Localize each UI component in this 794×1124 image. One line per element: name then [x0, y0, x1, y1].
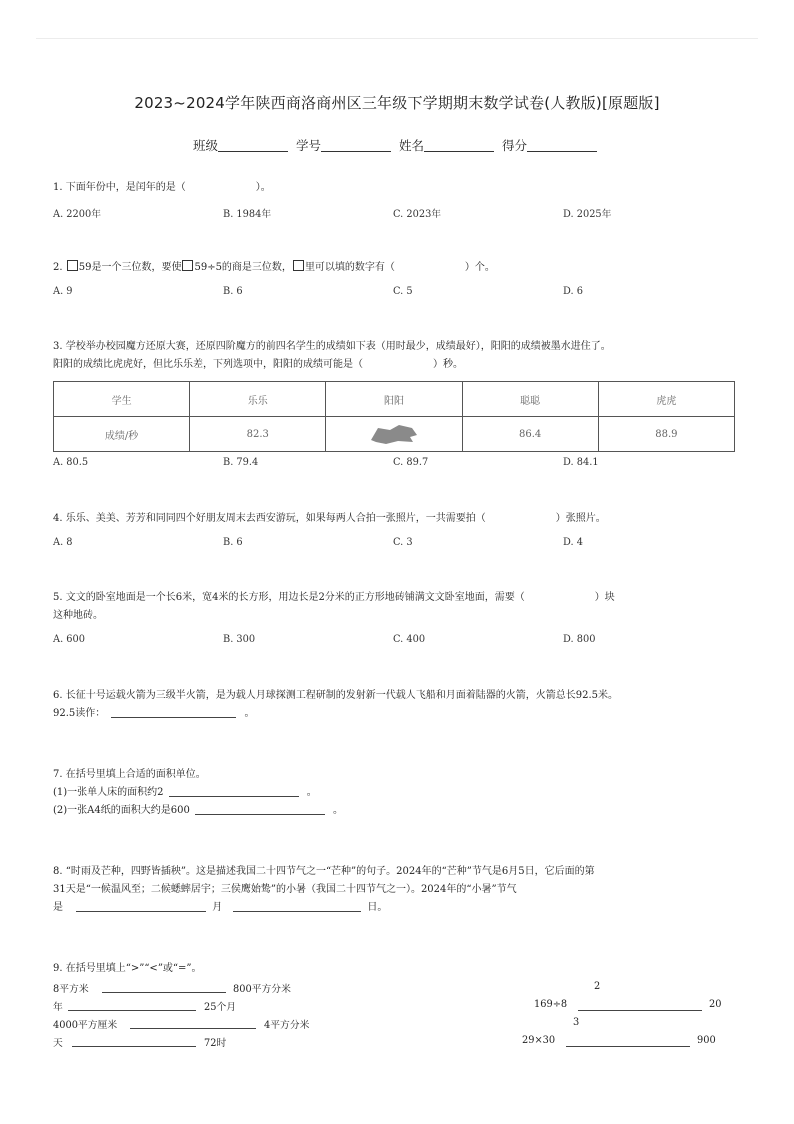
- q9-superscript-2: 3: [573, 1017, 580, 1028]
- q9-item-3-left: 169÷8: [534, 999, 568, 1010]
- score-label: 得分: [501, 138, 527, 153]
- ink-blot-icon: [368, 423, 420, 445]
- q7-part-2-end: 。: [333, 805, 344, 816]
- q2-number: 2.: [53, 262, 66, 273]
- question-9: 9. 在括号里填上“>”“<”或“=”。: [53, 963, 202, 974]
- top-divider: [36, 38, 758, 39]
- q3-option-d[interactable]: D. 84.1: [563, 457, 599, 468]
- q2-text-b: 59÷5的商是三位数，: [194, 262, 292, 273]
- box-icon: [182, 260, 193, 271]
- q7-part-2-text: (2)一张A4纸的面积大约是600: [53, 805, 190, 816]
- q1-option-b[interactable]: B. 1984年: [223, 209, 272, 220]
- q8-text-b: 月: [212, 902, 223, 913]
- class-blank[interactable]: [218, 139, 288, 152]
- q6-end: 。: [244, 708, 255, 719]
- table-header-cell: 虎虎: [598, 382, 734, 417]
- table-cell: 成绩/秒: [54, 417, 190, 452]
- q9-item-2-blank[interactable]: [68, 1000, 196, 1011]
- q7-part-1-blank[interactable]: [169, 786, 299, 797]
- q1-option-a[interactable]: A. 2200年: [53, 209, 102, 220]
- q9-item-6-left: 29×30: [522, 1035, 556, 1046]
- q2-option-d[interactable]: D. 6: [563, 286, 583, 297]
- q7-part-2-blank[interactable]: [195, 804, 325, 815]
- q3-option-c[interactable]: C. 89.7: [393, 457, 429, 468]
- q9-item-1-right: 800平方分米: [233, 984, 291, 995]
- q9-item-3-blank[interactable]: [578, 1000, 702, 1011]
- q4-option-a[interactable]: A. 8: [53, 537, 73, 548]
- question-3-line-2: 阳阳的成绩比虎虎好，但比乐乐差，下列选项中，阳阳的成绩可能是（ ）秒。: [53, 359, 463, 370]
- q2-text-c: 里可以填的数字有（ ）个。: [304, 262, 495, 273]
- q9-superscript-1: 2: [594, 981, 601, 992]
- q9-item-4-left: 4000平方厘米: [53, 1020, 118, 1031]
- question-5-line-2: 这种地砖。: [53, 610, 103, 621]
- table-row: [54, 417, 735, 452]
- question-2: [53, 258, 495, 277]
- question-8-line-1: 8. “时雨及芒种，四野皆插秧”。这是描述我国二十四节气之一“芒种”的句子。2024年的“芒种”节气是6月5日，它后面的第: [53, 866, 595, 877]
- student-info-line: [0, 136, 794, 154]
- q9-item-6-right: 900: [697, 1035, 716, 1046]
- table-header-cell: 阳阳: [326, 382, 462, 417]
- q1-option-d[interactable]: D. 2025年: [563, 209, 612, 220]
- q9-item-1-blank[interactable]: [102, 982, 226, 993]
- q9-item-1-left: 8平方米: [53, 984, 89, 995]
- q9-item-5-right: 72时: [204, 1038, 227, 1049]
- table-header-cell: 学生: [54, 382, 190, 417]
- q9-item-2-right: 25个月: [204, 1002, 237, 1013]
- q9-item-6-blank[interactable]: [566, 1036, 690, 1047]
- question-7-part-1: [53, 783, 317, 802]
- q8-month-blank[interactable]: [76, 901, 206, 912]
- table-cell: 86.4: [462, 417, 598, 452]
- question-1: 1. 下面年份中，是闰年的是（ ）。: [53, 182, 271, 193]
- table-cell: 82.3: [190, 417, 326, 452]
- name-label: 姓名: [398, 138, 424, 153]
- question-4: 4. 乐乐、美美、芳芳和同同四个好朋友周末去西安游玩，如果每两人合拍一张照片，一共需要拍（ ）张照片。: [53, 513, 606, 524]
- question-6-line-1: 6. 长征十号运载火箭为三级半火箭，是为载人月球探测工程研制的发射新一代载人飞船和月面着陆器的火箭，火箭总长92.5米。: [53, 690, 618, 701]
- page-title: 2023~2024学年陕西商洛商州区三年级下学期期末数学试卷(人教版)[原题版]: [134, 94, 660, 112]
- q6-answer-blank[interactable]: [111, 707, 236, 718]
- q9-item-4-blank[interactable]: [130, 1018, 256, 1029]
- scores-table: [53, 381, 735, 452]
- q4-option-c[interactable]: C. 3: [393, 537, 413, 548]
- q3-option-b[interactable]: B. 79.4: [223, 457, 259, 468]
- class-label: 班级: [192, 138, 218, 153]
- table-header-cell: 聪聪: [462, 382, 598, 417]
- number-label: 学号: [295, 138, 321, 153]
- q9-item-5-blank[interactable]: [72, 1036, 196, 1047]
- q7-part-1-end: 。: [306, 787, 317, 798]
- q5-option-b[interactable]: B. 300: [223, 634, 256, 645]
- table-cell: 88.9: [598, 417, 734, 452]
- ink-blot-cell: [326, 417, 462, 452]
- q9-item-2-left: 年: [53, 1002, 63, 1013]
- q9-item-5-left: 天: [53, 1038, 63, 1049]
- question-7-part-2: [53, 801, 343, 820]
- q8-text-a: 是: [53, 902, 63, 913]
- q4-option-d[interactable]: D. 4: [563, 537, 583, 548]
- question-8-line-3: [53, 898, 387, 917]
- box-icon: [293, 260, 304, 271]
- question-7: 7. 在括号里填上合适的面积单位。: [53, 769, 206, 780]
- q2-option-a[interactable]: A. 9: [53, 286, 73, 297]
- q5-option-a[interactable]: A. 600: [53, 634, 86, 645]
- question-5-line-1: 5. 文文的卧室地面是一个长6米，宽4米的长方形，用边长是2分米的正方形地砖铺满文文卧室地面，需要（ ）块: [53, 592, 615, 603]
- score-blank[interactable]: [527, 139, 597, 152]
- q5-option-c[interactable]: C. 400: [393, 634, 426, 645]
- q6-prompt: 92.5读作：: [53, 708, 106, 719]
- question-3-line-1: 3. 学校举办校园魔方还原大赛，还原四阶魔方的前四名学生的成绩如下表（用时最少，成绩最好），阳阳的成绩被墨水进住了。: [53, 341, 611, 352]
- q4-option-b[interactable]: B. 6: [223, 537, 243, 548]
- q9-item-3-right: 20: [709, 999, 722, 1010]
- q1-option-c[interactable]: C. 2023年: [393, 209, 442, 220]
- q3-option-a[interactable]: A. 80.5: [53, 457, 89, 468]
- box-icon: [67, 260, 78, 271]
- q7-part-1-text: (1)一张单人床的面积约2: [53, 787, 164, 798]
- q2-option-c[interactable]: C. 5: [393, 286, 413, 297]
- number-blank[interactable]: [321, 139, 391, 152]
- q5-option-d[interactable]: D. 800: [563, 634, 596, 645]
- question-8-line-2: 31天是“一候温风至；二候蟋蟀居宇；三侯鹰始鸷”的小暑（我国二十四节气之一）。2024年的“小暑”节气: [53, 884, 517, 895]
- q8-day-blank[interactable]: [233, 901, 361, 912]
- q2-text-a: 59是一个三位数，要使: [78, 262, 182, 273]
- q2-option-b[interactable]: B. 6: [223, 286, 243, 297]
- q8-text-c: 日。: [367, 902, 388, 913]
- table-header-row: [54, 382, 735, 417]
- question-6-line-2: [53, 704, 254, 723]
- table-header-cell: 乐乐: [190, 382, 326, 417]
- name-blank[interactable]: [424, 139, 494, 152]
- q9-item-4-right: 4平方分米: [264, 1020, 310, 1031]
